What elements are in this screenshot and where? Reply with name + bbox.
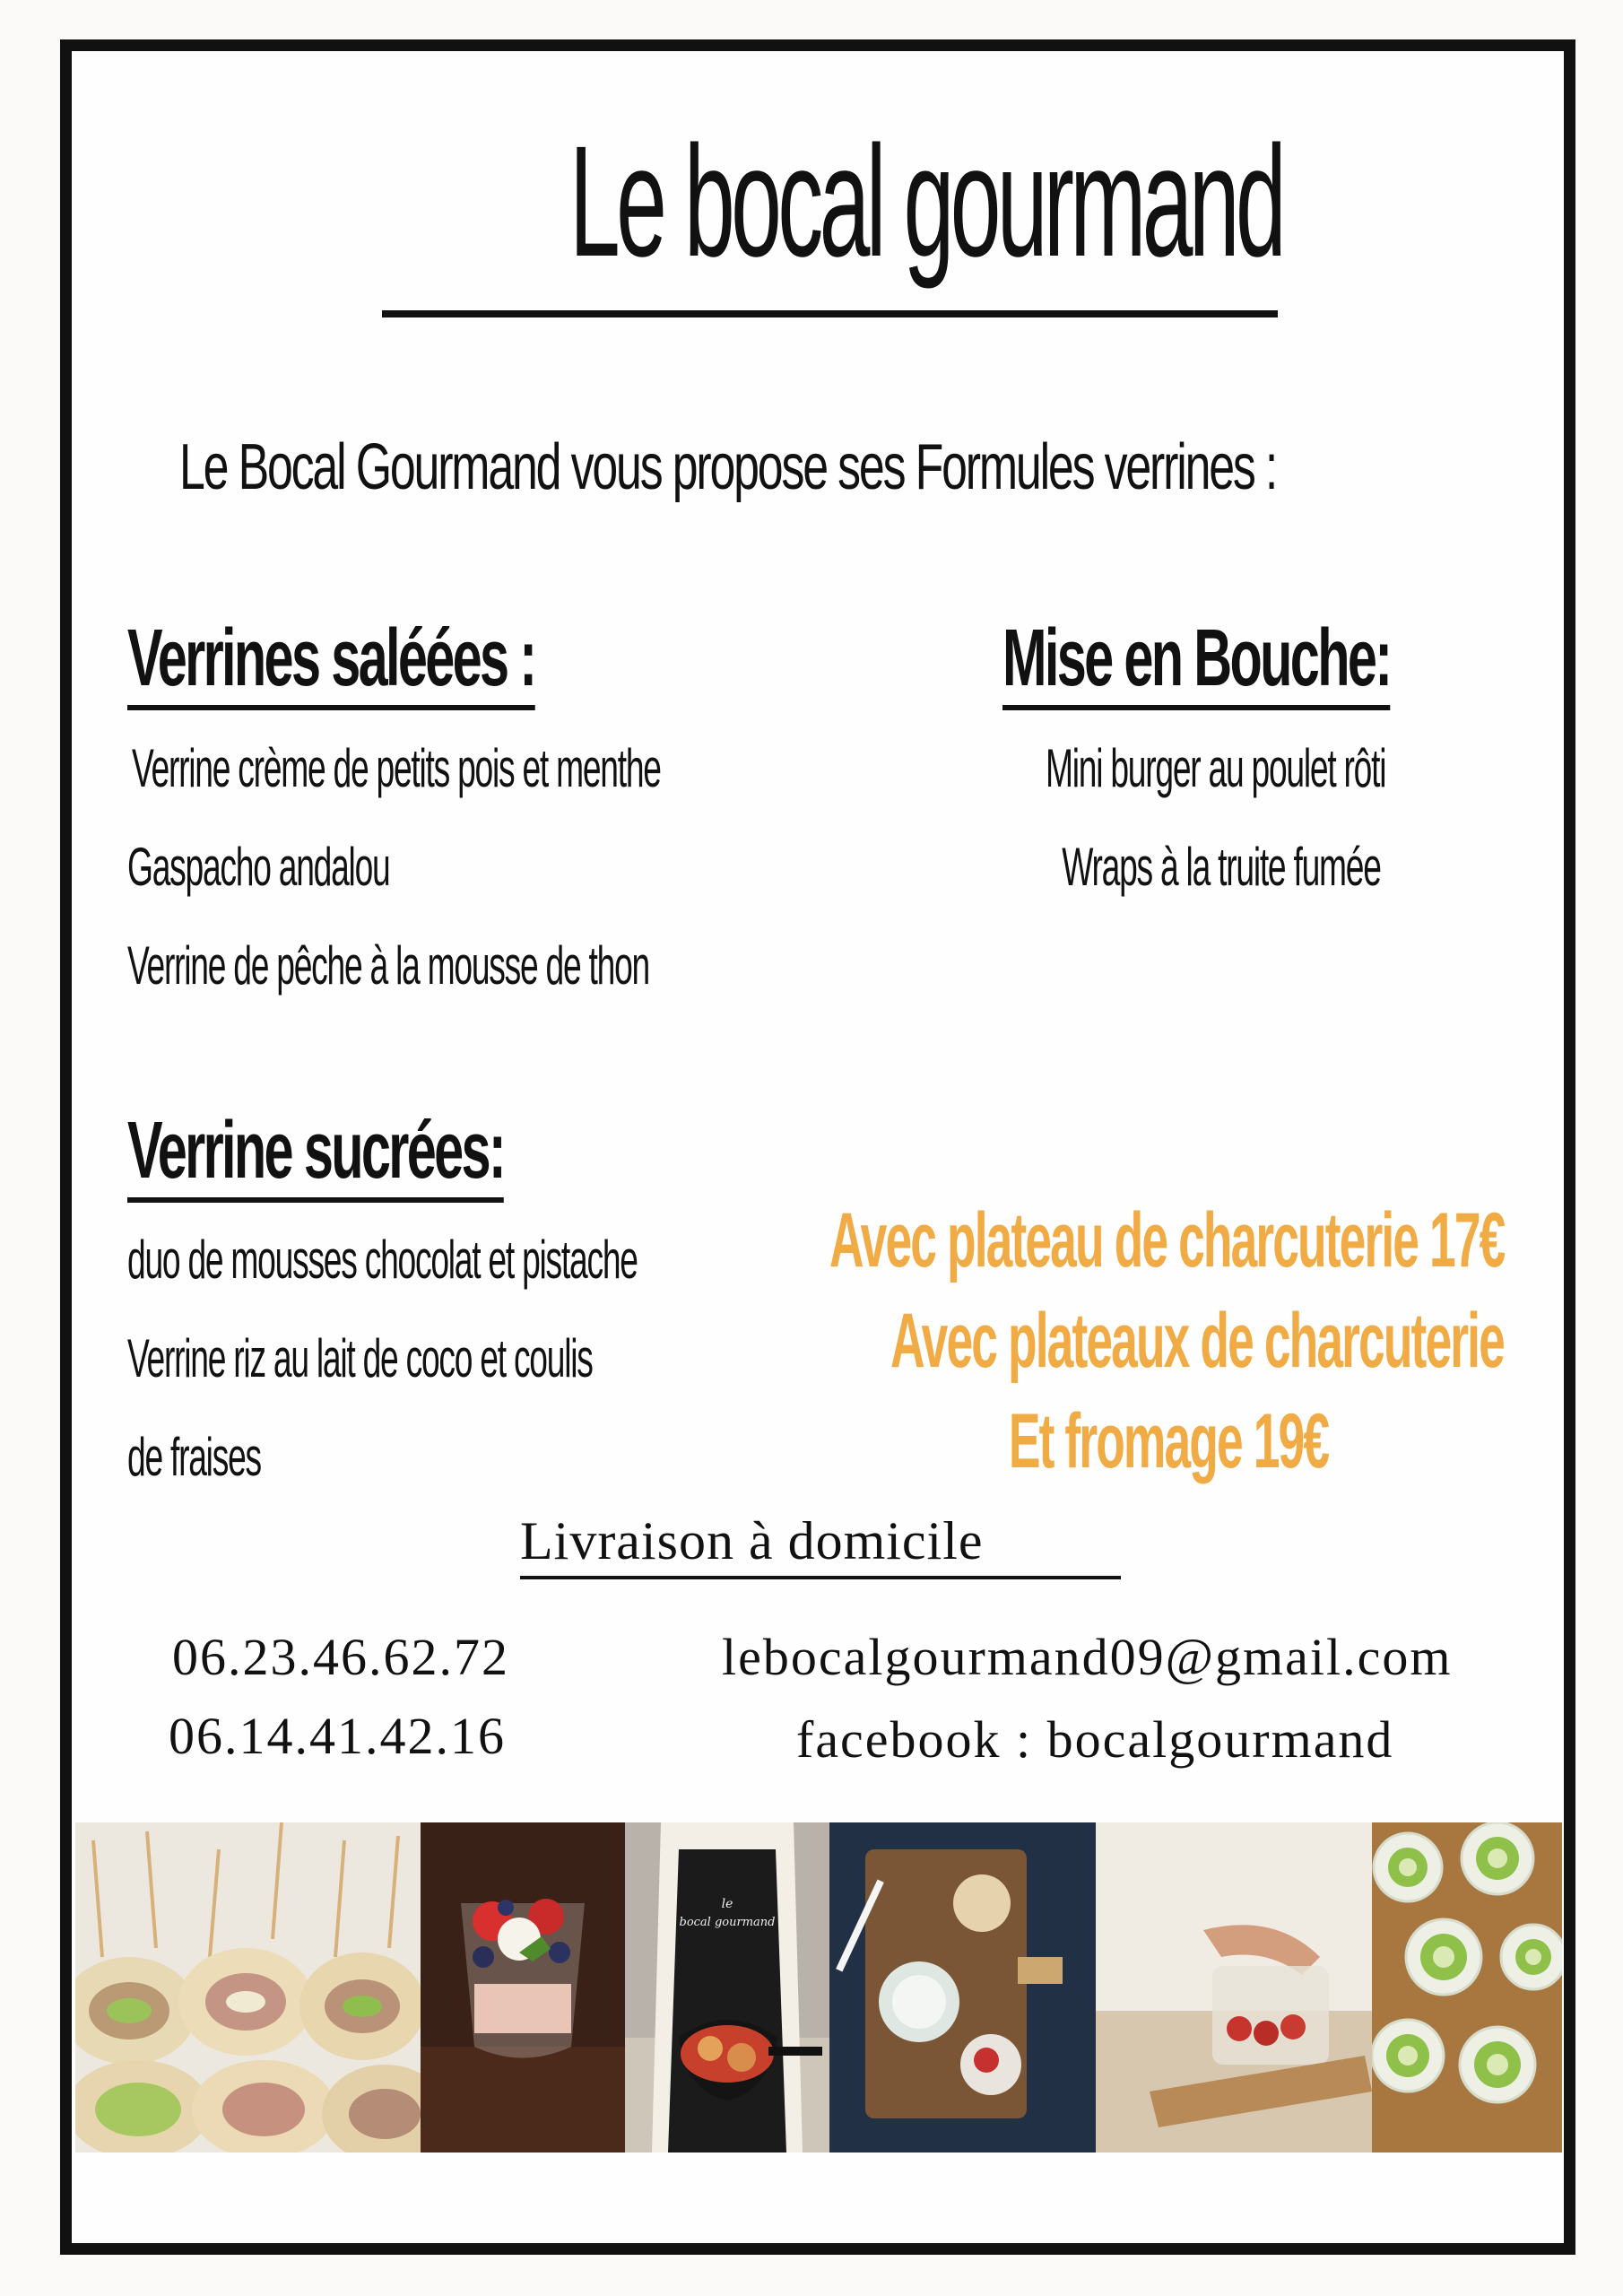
sweet-item: Verrine riz au lait de coco et coulis (127, 1328, 593, 1388)
facebook-handle: facebook : bocalgourmand (796, 1710, 1394, 1769)
table-spread-photo (829, 1822, 1096, 2152)
chef-photo (625, 1822, 829, 2152)
savory-heading (127, 613, 534, 705)
bouche-item: Mini burger au poulet rôti (1046, 738, 1386, 798)
offer-charcuterie-fromage-line2: Et fromage 19€ (1008, 1398, 1329, 1484)
berry-verrine-photo (421, 1822, 625, 2152)
bouche-item: Wraps à la truite fumée (1062, 837, 1381, 897)
savory-item: Verrine de pêche à la mousse de thon (127, 935, 649, 996)
phone-number: 06.14.41.42.16 (169, 1707, 506, 1765)
offer-charcuterie-fromage-line1: Avec plateaux de charcuterie (890, 1298, 1504, 1384)
savory-item: Gaspacho andalou (127, 837, 390, 897)
apron-text: le (721, 1897, 733, 1911)
jar-photo (1096, 1822, 1372, 2152)
title-underline (382, 310, 1278, 317)
zucchini-jars-photo (1372, 1822, 1562, 2152)
sweet-item: de fraises (127, 1427, 261, 1487)
phone-number: 06.23.46.62.72 (172, 1628, 509, 1686)
sweet-heading-label: Verrine sucrées: (127, 1106, 504, 1203)
bouche-heading (1002, 613, 1390, 705)
apron-text: bocal gourmand (679, 1916, 776, 1929)
bouche-heading-label: Mise en Bouche: (1002, 613, 1390, 710)
offer-charcuterie: Avec plateau de charcuterie 17€ (829, 1197, 1505, 1283)
delivery-underline (520, 1576, 1121, 1579)
wraps-photo (75, 1822, 421, 2152)
intro-text: Le Bocal Gourmand vous propose ses Formules verrines : (179, 431, 1277, 503)
savory-heading-label: Verrines saléées : (127, 613, 534, 710)
sweet-heading (127, 1105, 504, 1197)
email-address: lebocalgourmand09@gmail.com (722, 1628, 1453, 1686)
sweet-item: duo de mousses chocolat et pistache (127, 1230, 638, 1290)
page-title: Le bocal gourmand (569, 114, 1283, 290)
savory-item: Verrine crème de petits pois et menthe (132, 738, 661, 798)
delivery-heading: Livraison à domicile (520, 1511, 984, 1570)
photo-strip (75, 1822, 1562, 2152)
